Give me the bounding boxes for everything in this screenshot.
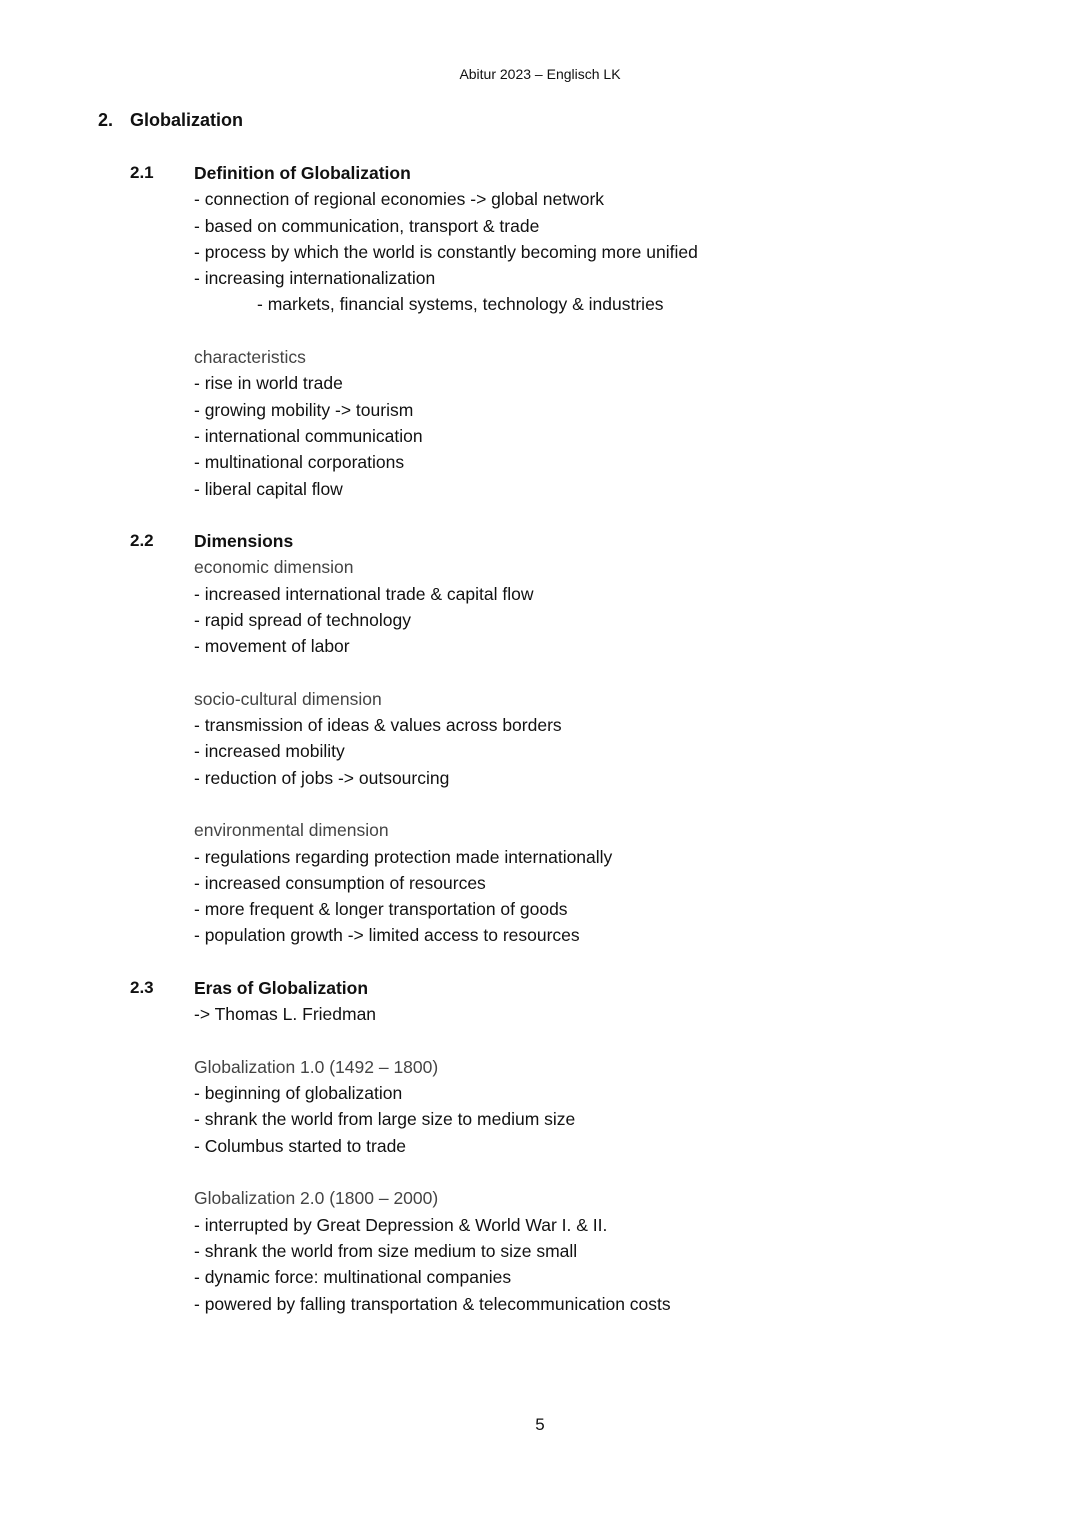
list-item: - dynamic force: multinational companies — [194, 1267, 512, 1288]
list-item: - beginning of globalization — [194, 1083, 403, 1104]
list-item: - population growth -> limited access to resources — [194, 925, 580, 946]
list-item: - increased mobility — [194, 741, 345, 762]
page-header: Abitur 2023 – Englisch LK — [459, 66, 621, 82]
list-item: - shrank the world from large size to medium size — [194, 1109, 576, 1130]
section-number: 2. — [98, 110, 114, 130]
list-item: - reduction of jobs -> outsourcing — [194, 767, 450, 788]
subsection-title: Eras of Globalization — [194, 978, 369, 998]
list-item: - Columbus started to trade — [194, 1135, 407, 1156]
page-number: 5 — [535, 1415, 545, 1434]
section-title: Globalization — [130, 110, 244, 130]
list-item: - regulations regarding protection made internationally — [194, 846, 613, 867]
group-label: socio-cultural dimension — [194, 688, 382, 709]
group-label: Globalization 2.0 (1800 – 2000) — [194, 1188, 439, 1209]
list-item: - shrank the world from size medium to size small — [194, 1240, 578, 1261]
group-label: environmental dimension — [194, 820, 389, 841]
list-item: - process by which the world is constantly becoming more unified — [194, 241, 698, 262]
list-item: - multinational corporations — [194, 452, 405, 473]
list-item: - international communication — [194, 425, 423, 446]
list-item: - rise in world trade — [194, 373, 343, 394]
list-item: - increased consumption of resources — [194, 872, 486, 893]
list-item: - liberal capital flow — [194, 478, 343, 499]
subsection-body — [194, 528, 1014, 949]
subsection-body — [194, 975, 1014, 1317]
subsection-number: 2.1 — [130, 163, 154, 182]
list-item: - movement of labor — [194, 636, 350, 657]
list-item: - rapid spread of technology — [194, 609, 411, 630]
list-item: - based on communication, transport & trade — [194, 215, 540, 236]
list-item: - growing mobility -> tourism — [194, 399, 414, 420]
section-heading — [98, 110, 243, 131]
subsection-number: 2.2 — [130, 531, 154, 550]
group-label: Globalization 1.0 (1492 – 1800) — [194, 1056, 439, 1077]
list-item: - transmission of ideas & values across borders — [194, 715, 562, 736]
list-item: - increasing internationalization — [194, 268, 436, 289]
subsection-body — [194, 160, 1014, 502]
list-item: - more frequent & longer transportation of goods — [194, 899, 568, 920]
group-label: economic dimension — [194, 557, 354, 578]
list-item: - increased international trade & capital flow — [194, 583, 534, 604]
list-item: - interrupted by Great Depression & World War I. & II. — [194, 1214, 608, 1235]
subsection-title: Dimensions — [194, 531, 294, 551]
reference-line: -> Thomas L. Friedman — [194, 1004, 377, 1025]
list-item: - connection of regional economies -> global network — [194, 189, 605, 210]
nested-list-item: - markets, financial systems, technology & industries — [257, 294, 664, 315]
subsection-title: Definition of Globalization — [194, 163, 411, 183]
group-label: characteristics — [194, 347, 306, 368]
subsection-number: 2.3 — [130, 978, 154, 997]
list-item: - powered by falling transportation & telecommunication costs — [194, 1293, 671, 1314]
